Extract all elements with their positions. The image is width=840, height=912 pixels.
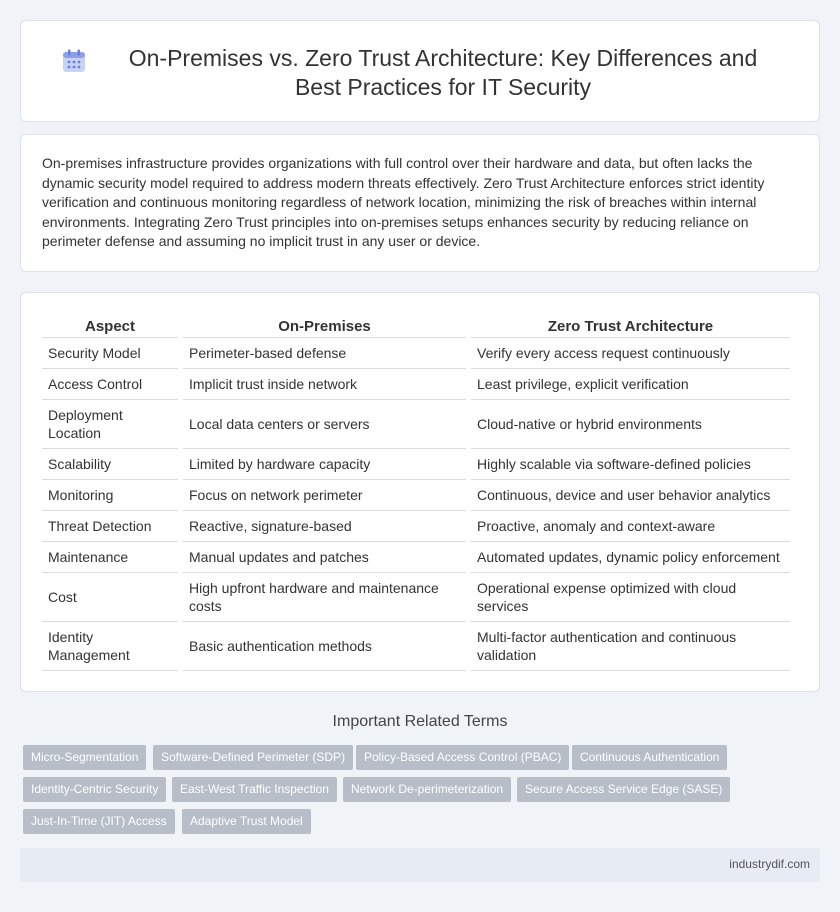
title-wrap [21,21,819,102]
tag-pbac[interactable]: Policy-Based Access Control (PBAC) [356,745,569,770]
cell-zero-trust: Operational expense optimized with cloud services [471,573,790,622]
comparison-table [37,314,795,671]
title-card [20,20,820,122]
tag-identity-centric-security[interactable]: Identity-Centric Security [23,777,166,802]
cell-on-premises: Limited by hardware capacity [183,449,466,480]
cell-zero-trust: Continuous, device and user behavior analytics [471,480,790,511]
table-row [42,622,790,671]
intro-paragraph: On-premises infrastructure provides organizations with full control over their hardware and data, but often lacks the dynamic security model required to address modern threats effectively. Zero Trust Architecture enforces strict identity verification and continuous monitoring regardless of network location, minimizing the risk of breaches within internal environments. Integrating Zero Trust principles into on-premises setups enhances security by reducing reliance on perimeter defense and assuming no implicit trust in any user or device. [42,155,765,250]
cell-aspect: Identity Management [42,622,178,671]
cell-zero-trust: Least privilege, explicit verification [471,369,790,400]
tag-jit-access[interactable]: Just-In-Time (JIT) Access [23,809,175,834]
cell-zero-trust: Cloud-native or hybrid environments [471,400,790,449]
cell-aspect: Threat Detection [42,511,178,542]
table-row [42,511,790,542]
cell-aspect: Scalability [42,449,178,480]
tag-network-de-perimeterization[interactable]: Network De-perimeterization [343,777,511,802]
footer-site[interactable]: industrydif.com [729,857,810,871]
table-row [42,338,790,369]
cell-zero-trust: Highly scalable via software-defined policies [471,449,790,480]
table-row [42,400,790,449]
cell-zero-trust: Automated updates, dynamic policy enforcement [471,542,790,573]
tag-micro-segmentation[interactable]: Micro-Segmentation [23,745,146,770]
calendar-icon [61,48,87,74]
table-row [42,480,790,511]
tag-east-west-traffic[interactable]: East-West Traffic Inspection [172,777,337,802]
page-title: On-Premises vs. Zero Trust Architecture: Key Differences and Best Practices for IT Security [128,45,758,100]
tag-adaptive-trust-model[interactable]: Adaptive Trust Model [182,809,311,834]
cell-aspect: Maintenance [42,542,178,573]
header-on-premises: On-Premises [183,314,466,338]
table-row [42,573,790,622]
cell-on-premises: High upfront hardware and maintenance costs [183,573,466,622]
cell-on-premises: Local data centers or servers [183,400,466,449]
cell-on-premises: Perimeter-based defense [183,338,466,369]
cell-aspect: Access Control [42,369,178,400]
cell-on-premises: Focus on network perimeter [183,480,466,511]
table-row [42,542,790,573]
cell-aspect: Monitoring [42,480,178,511]
comparison-card [20,292,820,692]
cell-on-premises: Basic authentication methods [183,622,466,671]
table-row [42,449,790,480]
table-header-row [42,314,790,338]
cell-on-premises: Implicit trust inside network [183,369,466,400]
cell-zero-trust: Proactive, anomaly and context-aware [471,511,790,542]
tag-sase[interactable]: Secure Access Service Edge (SASE) [517,777,730,802]
table-row [42,369,790,400]
footer [20,848,820,882]
cell-on-premises: Reactive, signature-based [183,511,466,542]
tag-sdp[interactable]: Software-Defined Perimeter (SDP) [153,745,353,770]
related-terms-title: Important Related Terms [332,713,508,730]
cell-aspect: Cost [42,573,178,622]
tag-continuous-authentication[interactable]: Continuous Authentication [572,745,727,770]
intro-card [20,134,820,272]
cell-zero-trust: Verify every access request continuously [471,338,790,369]
header-aspect: Aspect [42,314,178,338]
cell-aspect: Deployment Location [42,400,178,449]
header-zero-trust: Zero Trust Architecture [471,314,790,338]
cell-zero-trust: Multi-factor authentication and continuous validation [471,622,790,671]
cell-aspect: Security Model [42,338,178,369]
cell-on-premises: Manual updates and patches [183,542,466,573]
